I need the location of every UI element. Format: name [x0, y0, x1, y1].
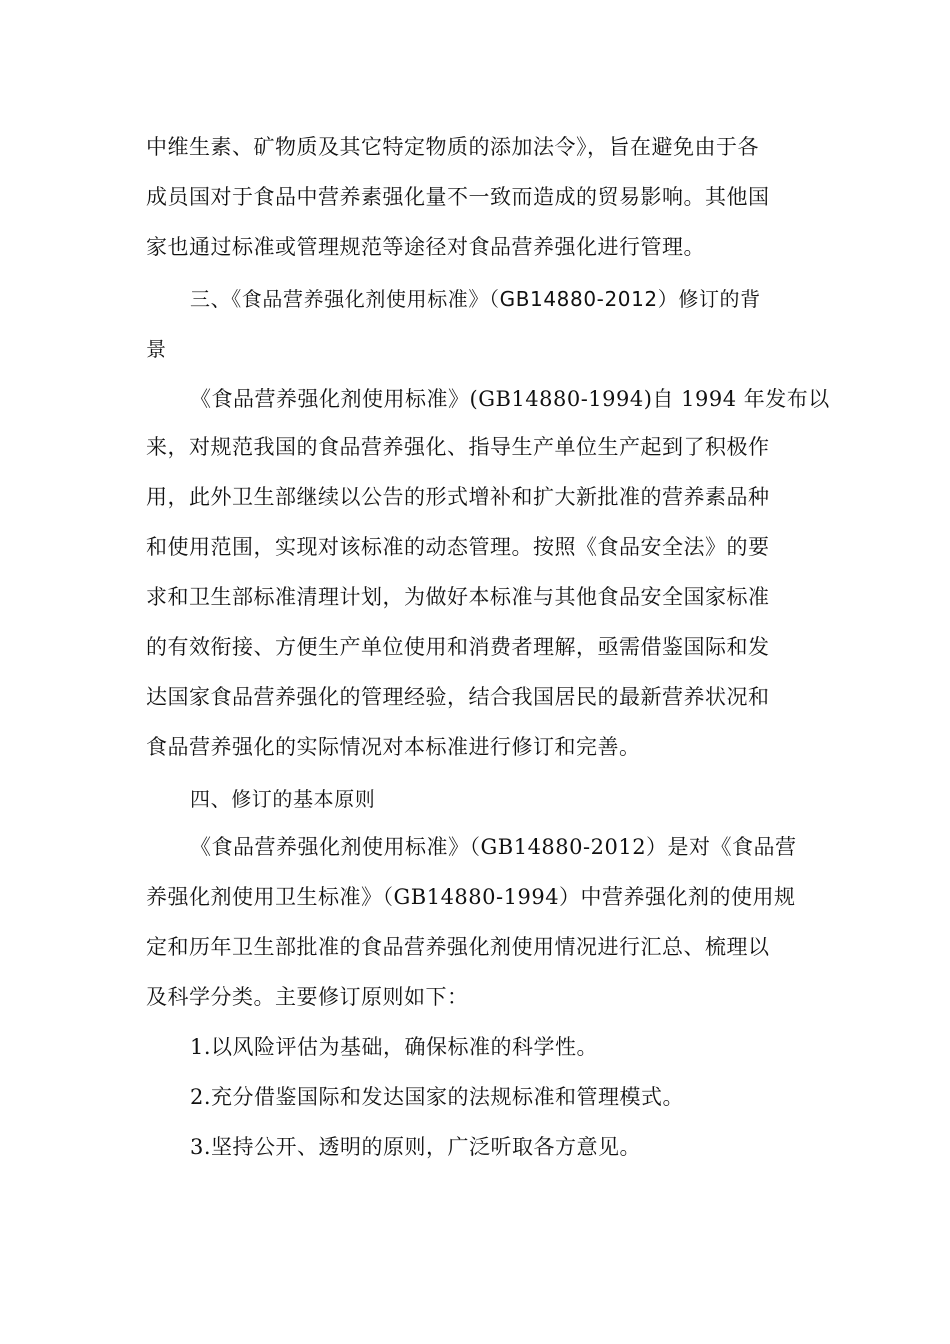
section-heading-3-cont: 景 [146, 337, 167, 361]
paragraph-line: 成员国对于食品中营养素强化量不一致而造成的贸易影响。其他国 [146, 185, 770, 209]
paragraph-line: 来，对规范我国的食品营养强化、指导生产单位生产起到了积极作 [146, 435, 770, 459]
section-heading-3: 三、《食品营养强化剂使用标准》（GB14880-2012）修订的背 [190, 287, 761, 311]
paragraph-line: 家也通过标准或管理规范等途径对食品营养强化进行管理。 [146, 235, 705, 259]
paragraph-line: 定和历年卫生部批准的食品营养强化剂使用情况进行汇总、梳理以 [146, 935, 770, 959]
paragraph-line: 中维生素、矿物质及其它特定物质的添加法令》，旨在避免由于各 [146, 135, 759, 159]
paragraph-line: 《食品营养强化剂使用标准》(GB14880-1994)自 1994 年发布以 [190, 387, 830, 411]
principle-item: 1.以风险评估为基础，确保标准的科学性。 [190, 1035, 599, 1059]
paragraph-line: 《食品营养强化剂使用标准》（GB14880-2012）是对《食品营 [190, 835, 797, 859]
paragraph-line: 的有效衔接、方便生产单位使用和消费者理解，亟需借鉴国际和发 [146, 635, 770, 659]
paragraph-line: 及科学分类。主要修订原则如下： [146, 985, 469, 1009]
paragraph-line: 和使用范围，实现对该标准的动态管理。按照《食品安全法》的要 [146, 535, 770, 559]
paragraph-line: 求和卫生部标准清理计划，为做好本标准与其他食品安全国家标准 [146, 585, 770, 609]
paragraph-line: 达国家食品营养强化的管理经验，结合我国居民的最新营养状况和 [146, 685, 770, 709]
principle-item: 2.充分借鉴国际和发达国家的法规标准和管理模式。 [190, 1085, 685, 1109]
paragraph-line: 食品营养强化的实际情况对本标准进行修订和完善。 [146, 735, 641, 759]
principle-item: 3.坚持公开、透明的原则，广泛听取各方意见。 [190, 1135, 642, 1159]
paragraph-line: 养强化剂使用卫生标准》（GB14880-1994）中营养强化剂的使用规 [146, 885, 796, 909]
section-heading-4: 四、修订的基本原则 [190, 787, 376, 811]
paragraph-line: 用，此外卫生部继续以公告的形式增补和扩大新批准的营养素品种 [146, 485, 770, 509]
